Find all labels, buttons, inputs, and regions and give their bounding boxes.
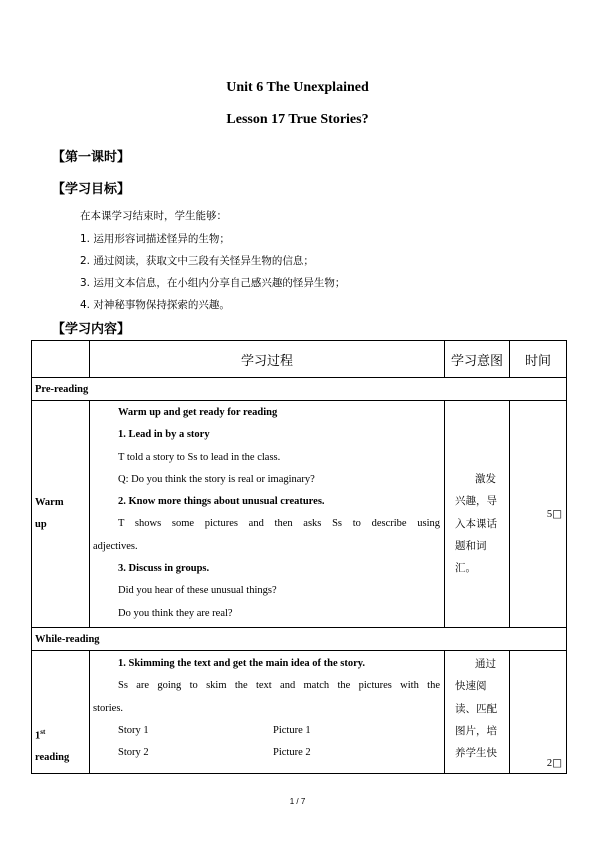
- purpose-cell: [445, 401, 510, 628]
- time-value: 2: [546, 758, 553, 769]
- process-line: T shows some pictures and then asks Ss to describe using: [118, 518, 440, 530]
- header-empty-cell: [32, 341, 90, 378]
- process-line: Warm up and get ready for reading: [118, 407, 278, 418]
- table-row-1st-reading: [32, 651, 567, 774]
- table-row-warm-up: [32, 401, 567, 628]
- objectives-intro: 在本课学习结束时，学生能够：: [80, 210, 227, 222]
- header-process: 学习过程: [90, 341, 445, 378]
- time-value: 5: [546, 509, 553, 520]
- process-line: T told a story to Ss to lead in the class.: [118, 451, 281, 463]
- header-time: 时间: [510, 341, 567, 378]
- purpose-line: 汇。: [455, 562, 476, 575]
- purpose-line: 快速阅: [455, 680, 487, 693]
- document-subtitle: Lesson 17 True Stories?: [226, 112, 369, 127]
- lesson-table: [31, 340, 567, 774]
- stage-label-1st-reading: [32, 651, 90, 774]
- process-line: Q: Do you think the story is real or imaginary?: [118, 473, 315, 485]
- process-line: 3. Discuss in groups.: [118, 563, 210, 575]
- document-title: Unit 6 The Unexplained: [226, 80, 369, 95]
- match-picture: Picture 2: [273, 747, 311, 759]
- time-cell: [510, 401, 567, 628]
- purpose-line: 入本课话: [455, 517, 497, 530]
- section-objectives: 【学习目标】: [52, 182, 131, 197]
- stage-ordinal: st: [40, 727, 46, 736]
- table-header-row: [32, 341, 567, 378]
- stage-label-line: up: [35, 519, 47, 530]
- phase-label: While-reading: [32, 628, 567, 651]
- purpose-cell: [445, 651, 510, 774]
- section-content: 【学习内容】: [52, 322, 131, 337]
- match-picture: Picture 1: [273, 724, 311, 736]
- process-line: adjectives.: [93, 540, 138, 552]
- stage-label-line: reading: [35, 752, 70, 763]
- process-line: Did you hear of these unusual things?: [118, 585, 277, 597]
- stage-number: 1: [35, 730, 41, 741]
- process-line: Ss are going to skim the text and match the pictures with the: [118, 680, 440, 692]
- objective-item: 3. 运用文本信息，在小组内分享自己感兴趣的怪异生物；: [80, 277, 346, 289]
- process-line: 2. Know more things about unusual creatures.: [118, 496, 325, 508]
- process-cell: [90, 651, 445, 774]
- objective-item: 1. 运用形容词描述怪异的生物；: [80, 233, 230, 245]
- objective-item: 4. 对神秘事物保持探索的兴趣。: [80, 299, 230, 311]
- match-story: Story 1: [118, 724, 149, 736]
- phase-row-pre-reading: [32, 378, 567, 401]
- purpose-line: 兴趣，导: [455, 495, 497, 508]
- time-cell: [510, 651, 567, 774]
- process-line: 1. Lead in by a story: [118, 429, 210, 441]
- time-unit-glyph: □: [552, 508, 562, 520]
- purpose-line: 激发: [475, 473, 496, 485]
- purpose-line: 读、匹配: [455, 702, 497, 715]
- purpose-line: 题和词: [455, 539, 487, 552]
- match-row: [90, 720, 444, 742]
- process-line: Do you think they are real?: [118, 607, 233, 619]
- stage-label-warm-up: [32, 401, 90, 628]
- section-period: 【第一课时】: [52, 150, 131, 165]
- process-line: 1. Skimming the text and get the main idea of the story.: [118, 658, 366, 669]
- phase-label: Pre-reading: [32, 378, 567, 401]
- stage-label-line: [35, 721, 89, 748]
- purpose-line: 养学生快: [455, 747, 497, 760]
- phase-row-while-reading: [32, 628, 567, 651]
- header-purpose: 学习意图: [445, 341, 510, 378]
- process-line: stories.: [93, 702, 124, 714]
- match-row: [90, 742, 444, 764]
- purpose-line: 通过: [475, 658, 496, 670]
- process-cell: [90, 401, 445, 628]
- match-story: Story 2: [118, 747, 149, 759]
- purpose-line: 图片，培: [455, 724, 497, 737]
- objective-item: 2. 通过阅读，获取文中三段有关怪异生物的信息；: [80, 255, 314, 267]
- stage-label-line: Warm: [35, 497, 64, 508]
- page-number: 1 / 7: [289, 797, 306, 806]
- time-unit-glyph: □: [552, 757, 562, 769]
